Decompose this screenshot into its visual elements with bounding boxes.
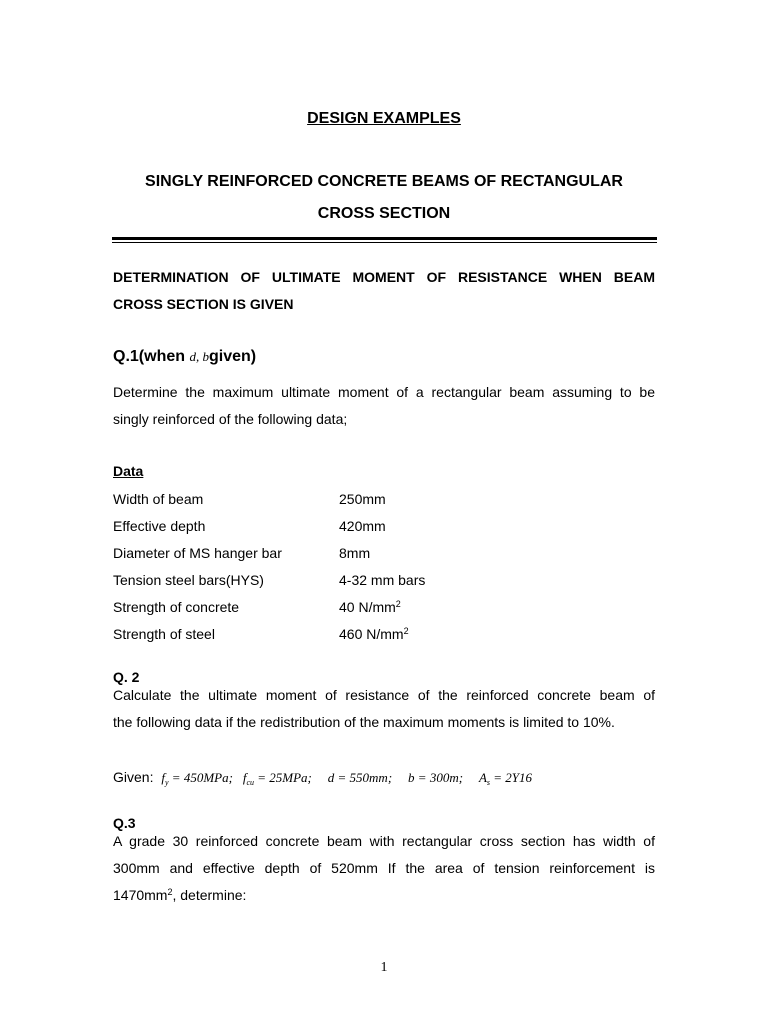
q1-heading [113, 348, 256, 366]
q2-given [113, 766, 532, 794]
data-label: Width of beam [113, 491, 204, 507]
given-as: $A_s = 2Y16$ [478, 770, 533, 787]
data-table [113, 486, 658, 648]
data-value: 8mm [339, 545, 371, 561]
data-row [113, 486, 658, 513]
q3-heading: Q.3 [113, 815, 136, 831]
q2-heading: Q. 2 [113, 669, 140, 685]
double-rule-top [112, 237, 657, 240]
data-value: 40 $N/mm^2$ [339, 599, 401, 615]
q1-text-line1: Determine the maximum ultimate moment of a rectangular beam assuming to be [113, 384, 655, 400]
double-rule-bottom [112, 242, 657, 243]
q3-text-line2: 300mm and effective depth of 520mm If the area of tension reinforcement is [113, 860, 655, 876]
given-b: b = 300m; [408, 770, 464, 785]
data-value: 460 $N/mm^2$ [339, 626, 409, 642]
section-heading-line1: DETERMINATION OF ULTIMATE MOMENT OF RESISTANCE WHEN BEAM [113, 269, 655, 285]
q1-heading-prefix: Q.1(when [113, 348, 186, 365]
given-fcu: $f_{cu} = 25MPa$; [242, 770, 312, 787]
section-heading-line2: CROSS SECTION IS GIVEN [113, 296, 294, 312]
q3-text-line1: A grade 30 reinforced concrete beam with rectangular cross section has width of [113, 833, 655, 849]
data-label: Tension steel bars(HYS) [113, 572, 264, 588]
page-number: 1 [380, 960, 388, 975]
document-title: DESIGN EXAMPLES [307, 110, 461, 127]
data-row [113, 594, 658, 621]
data-label: Strength of concrete [113, 599, 240, 615]
document-subtitle-line1: SINGLY REINFORCED CONCRETE BEAMS OF RECTANGULAR [145, 173, 623, 190]
q2-text-line1: Calculate the ultimate moment of resistance of the reinforced concrete beam of [113, 687, 655, 703]
data-label: Diameter of MS hanger bar [113, 545, 282, 561]
q1-text-line2: singly reinforced of the following data; [113, 411, 348, 427]
data-value: 4-32 mm bars [339, 572, 426, 588]
data-row [113, 513, 658, 540]
data-label: Strength of steel [113, 626, 215, 642]
document-subtitle-line2: CROSS SECTION [317, 205, 451, 222]
data-row [113, 621, 658, 648]
q3-text-line3: $1470mm^2$, determine: [113, 887, 247, 903]
data-row [113, 540, 658, 567]
given-fy: $f_y = 450MPa$; [161, 770, 233, 787]
q1-heading-suffix: given) [208, 348, 257, 365]
data-label: Effective depth [113, 518, 206, 534]
data-value: 420mm [339, 518, 386, 534]
data-value: 250mm [339, 491, 386, 507]
given-d: d = 550mm; [327, 770, 393, 785]
data-heading: Data [113, 463, 144, 479]
q2-text-line2: the following data if the redistribution of the maximum moments is limited to 10%. [113, 714, 615, 730]
q1-heading-math: d, b [189, 349, 209, 364]
given-label: Given: [113, 769, 154, 785]
data-row [113, 567, 658, 594]
